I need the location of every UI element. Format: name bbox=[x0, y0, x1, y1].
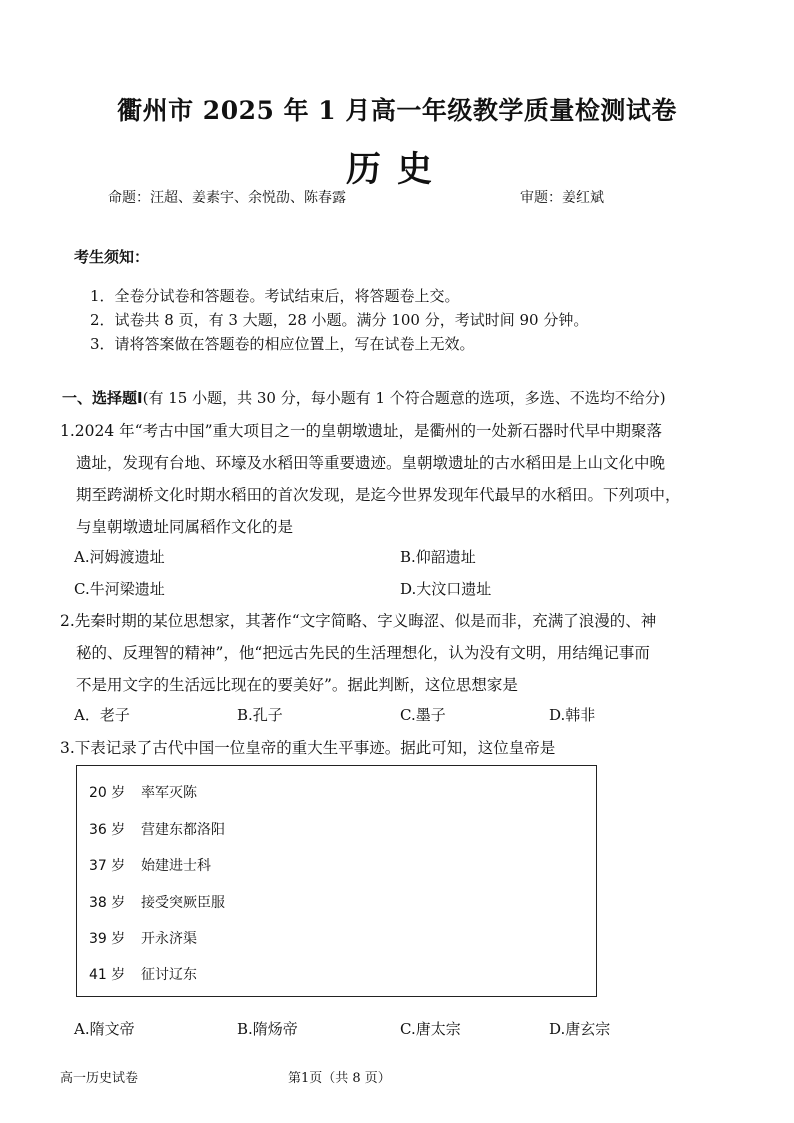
question-2-option-d[interactable]: D.韩非 bbox=[549, 706, 596, 724]
notice-item: 2．试卷共 8 页，有 3 大题，28 小题。满分 100 分，考试时间 90 分钟。 bbox=[90, 311, 589, 329]
table-row bbox=[89, 782, 197, 802]
table-row bbox=[89, 964, 197, 984]
question-2-option-c[interactable]: C.墨子 bbox=[400, 706, 446, 724]
table-row bbox=[89, 892, 225, 912]
question-1-line: 与皇朝墩遗址同属稻作文化的是 bbox=[76, 518, 294, 536]
row-age: 39 岁 bbox=[89, 931, 126, 947]
row-event: 接受突厥臣服 bbox=[141, 895, 225, 911]
row-age: 36 岁 bbox=[89, 822, 126, 838]
reviewer-line: 审题：姜红斌 bbox=[520, 190, 604, 206]
notice-item: 3．请将答案做在答题卷的相应位置上，写在试卷上无效。 bbox=[90, 335, 475, 353]
question-1-option-d[interactable]: D.大汶口遗址 bbox=[400, 580, 492, 598]
notice-heading: 考生须知： bbox=[74, 248, 150, 266]
question-2-option-a[interactable]: A．老子 bbox=[74, 706, 130, 724]
table-row bbox=[89, 819, 225, 839]
question-3-option-b[interactable]: B.隋炀帝 bbox=[237, 1020, 298, 1038]
question-1-line: 遗址，发现有台地、环壕及水稻田等重要遗迹。皇朝墩遗址的古水稻田是上山文化中晚 bbox=[76, 454, 666, 472]
row-event: 营建东都洛阳 bbox=[141, 822, 225, 838]
footer-label: 高一历史试卷 bbox=[60, 1071, 139, 1086]
page-number: 第1页（共 8 页） bbox=[288, 1071, 391, 1086]
section-description: (有 15 小题，共 30 分，每小题有 1 个符合题意的选项，多选、不选均不给分) bbox=[142, 389, 666, 407]
question-2-line: 不是用文字的生活远比现在的要美好”。据此判断，这位思想家是 bbox=[76, 676, 518, 694]
row-event: 始建进士科 bbox=[141, 858, 211, 874]
notice-item: 1．全卷分试卷和答题卷。考试结束后，将答题卷上交。 bbox=[90, 287, 460, 305]
table-row bbox=[89, 855, 211, 875]
table-row bbox=[89, 928, 197, 948]
section-label: 一、选择题Ⅰ bbox=[62, 389, 143, 407]
section-heading bbox=[62, 387, 666, 408]
authors-line: 命题：汪超、姜素宇、余悦劭、陈春露 bbox=[108, 190, 346, 206]
question-1-option-a[interactable]: A.河姆渡遗址 bbox=[74, 548, 165, 566]
subject-title: 历史 bbox=[345, 149, 448, 190]
question-3-line: 3.下表记录了古代中国一位皇帝的重大生平事迹。据此可知，这位皇帝是 bbox=[60, 739, 556, 757]
row-event: 征讨辽东 bbox=[141, 967, 197, 983]
row-age: 20 岁 bbox=[89, 785, 126, 801]
emperor-timeline-table bbox=[76, 765, 597, 997]
question-1-line: 期至跨湖桥文化时期水稻田的首次发现，是迄今世界发现年代最早的水稻田。下列项中， bbox=[76, 486, 681, 504]
question-2-line: 2.先秦时期的某位思想家，其著作“文字简略、字义晦涩、似是而非，充满了浪漫的、神 bbox=[60, 612, 657, 630]
row-age: 41 岁 bbox=[89, 967, 126, 983]
row-event: 开永济渠 bbox=[141, 931, 197, 947]
question-2-line: 秘的、反理智的精神”，他“把远古先民的生活理想化，认为没有文明，用结绳记事而 bbox=[76, 644, 650, 662]
question-3-option-a[interactable]: A.隋文帝 bbox=[74, 1020, 135, 1038]
question-3-option-d[interactable]: D.唐玄宗 bbox=[549, 1020, 611, 1038]
question-1-line: 1.2024 年“考古中国”重大项目之一的皇朝墩遗址，是衢州的一处新石器时代早中期聚落 bbox=[60, 422, 663, 440]
exam-title: 衢州市 2025 年 1 月高一年级教学质量检测试卷 bbox=[117, 96, 677, 125]
question-1-option-b[interactable]: B.仰韶遗址 bbox=[400, 548, 476, 566]
question-1-option-c[interactable]: C.牛河梁遗址 bbox=[74, 580, 165, 598]
row-event: 率军灭陈 bbox=[141, 785, 197, 801]
row-age: 38 岁 bbox=[89, 895, 126, 911]
question-2-option-b[interactable]: B.孔子 bbox=[237, 706, 283, 724]
question-3-option-c[interactable]: C.唐太宗 bbox=[400, 1020, 461, 1038]
row-age: 37 岁 bbox=[89, 858, 126, 874]
